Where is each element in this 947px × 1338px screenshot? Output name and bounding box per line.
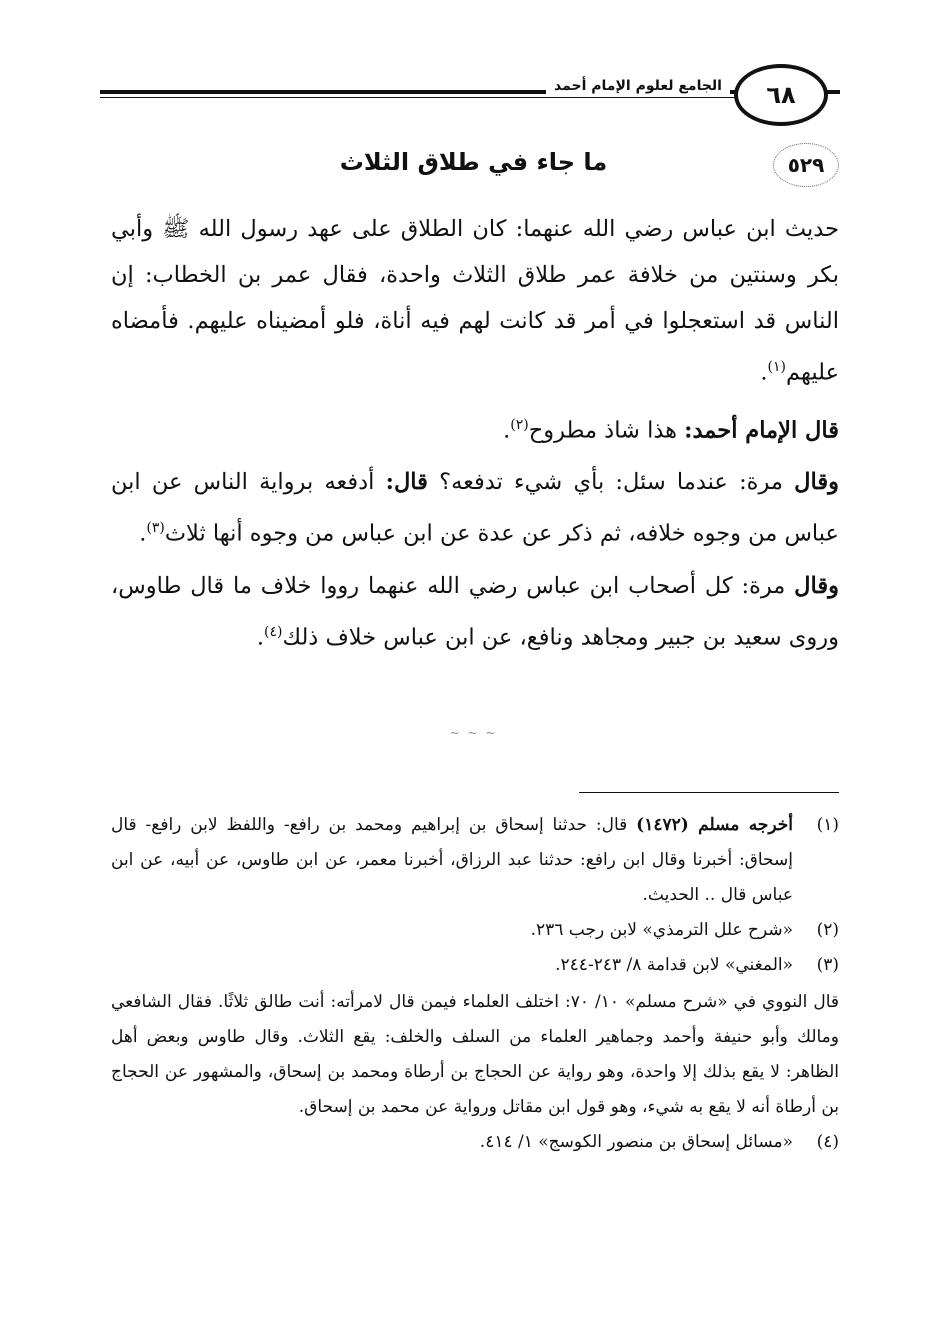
footnote-ref-1[interactable]: (١)	[767, 359, 786, 375]
section-ornament: ~ ~ ~	[449, 726, 498, 740]
footnote-text: «مسائل إسحاق بن منصور الكوسج» ١/ ٤١٤.	[479, 1132, 793, 1152]
footnote-ref-4[interactable]: (٤)	[264, 623, 283, 640]
paragraph-text-2: أدفعه برواية الناس عن ابن عباس من وجوه خلافه، ثم ذكر عن عدة عن ابن عباس من وجوه أنها ثلاث	[111, 469, 839, 547]
footnote-number: (٤)	[816, 1132, 839, 1152]
paragraph-4	[111, 563, 839, 661]
footnote-text: «المغني» لابن قدامة ٨/ ٢٤٣-٢٤٤.	[555, 955, 793, 975]
running-title: الجامع لعلوم الإمام أحمد	[546, 78, 730, 94]
footnote-body: قال: حدثنا إسحاق بن إبراهيم ومحمد بن رافع- واللفظ لابن رافع- قال إسحاق: أخبرنا وقال ابن رافع: حدثنا عبد الرزاق، أخبرنا معمر، عن ابن طاوس، عن أبيه، عن ابن عباس قال .. الحديث.	[111, 815, 793, 905]
footnote-4	[111, 1125, 839, 1160]
footnote-3	[111, 948, 839, 983]
footnote-ref-3[interactable]: (٣)	[146, 520, 165, 536]
hadith-text: حديث ابن عباس رضي الله عنهما: كان الطلاق على عهد رسول الله ﷺ وأبي بكر وسنتين من خلافة عمر طلاق الثلاث واحدة، فقال عمر بن الخطاب: إن الناس قد استعجلوا في أمر قد كانت لهم فيه أناة، فلو أمضيناه عليهم. فأمضاه عليهم	[111, 216, 839, 386]
paragraph-lead: قال الإمام أحمد:	[684, 417, 839, 443]
header-rule-thin	[100, 97, 740, 98]
paragraph-text: مرة: عندما سئل: بأي شيء تدفعه؟	[439, 469, 783, 495]
footnote-ref-2[interactable]: (٢)	[510, 416, 529, 433]
paragraph-text: هذا شاذ مطروح	[528, 417, 677, 443]
paragraph-lead: وقال	[794, 572, 839, 599]
page-header	[100, 62, 840, 122]
paragraph-2	[111, 402, 839, 454]
footnote-number: (٣)	[816, 955, 839, 975]
paragraph-lead: وقال	[794, 469, 839, 495]
period: .	[760, 359, 768, 386]
paragraph-3	[111, 459, 839, 557]
footnote-number: (٢)	[816, 920, 839, 940]
footnote-text	[111, 808, 793, 913]
footnote-lead: أخرجه مسلم (١٤٧٢)	[636, 815, 793, 835]
period: .	[503, 417, 511, 443]
footnotes	[111, 808, 839, 1160]
footnote-separator	[579, 792, 839, 793]
footnote-3-commentary: قال النووي في «شرح مسلم» ١٠/ ٧٠: اختلف العلماء فيمن قال لامرأته: أنت طالق ثلاثًا. فقال الشافعي ومالك وأبو حنيفة وأحمد وجماهير العلماء من السلف والخلف: يقع الثلاث. وقال طاوس وبعض أهل الظاهر: لا يقع بذلك إلا واحدة، وهو رواية عن الحجاج بن أرطاة ومحمد بن إسحاق، والمشهور عن الحجاج بن أرطاة أنه لا يقع به شيء، وهو قول ابن مقاتل ورواية عن محمد بن إسحاق.	[111, 992, 839, 1117]
page-number: ٦٨	[734, 64, 828, 126]
section-number-badge: ٥٢٩	[773, 143, 839, 187]
paragraph-text: مرة: كل أصحاب ابن عباس رضي الله عنهما رووا خلاف ما قال طاوس، وروى سعيد بن جبير ومجاهد ونافع، عن ابن عباس خلاف ذلك	[111, 572, 839, 650]
main-text	[111, 206, 839, 666]
period: .	[139, 520, 147, 547]
paragraph-1	[111, 206, 839, 396]
footnote-2	[111, 913, 839, 948]
period: .	[256, 624, 265, 650]
footnote-1	[111, 808, 839, 913]
footnote-text: «شرح علل الترمذي» لابن رجب ٢٣٦.	[530, 920, 793, 940]
footnote-number: (١)	[816, 815, 839, 835]
section-title: ما جاء في طلاق الثلاث	[339, 148, 608, 176]
paragraph-lead-2: قال:	[385, 469, 428, 495]
